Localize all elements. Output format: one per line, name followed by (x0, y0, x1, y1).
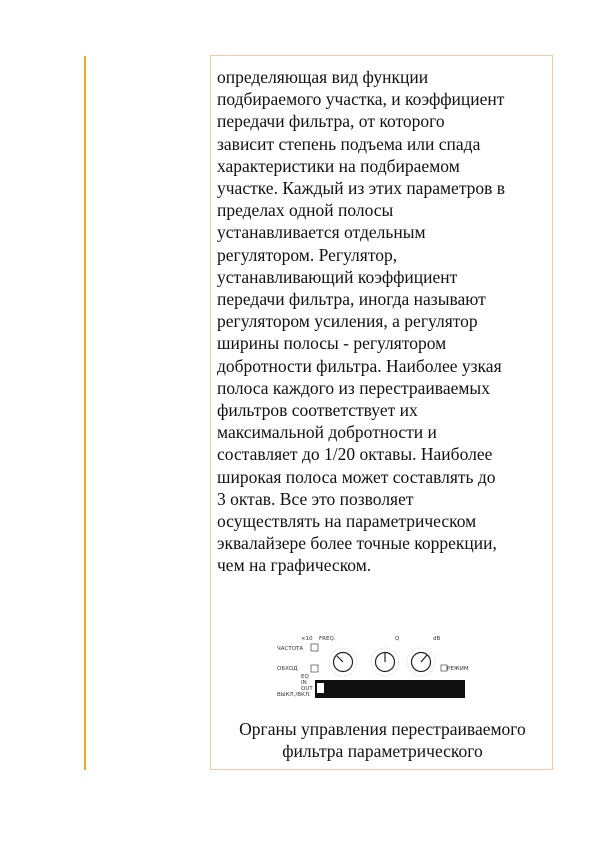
body-paragraph: определяющая вид функции подбираемого участка, и коэффициент передачи фильтра, от которого зависит степень подъема или спада характеристики на подбираемом участке. Каждый из этих параметров в пределах одной полосы устанавливается отдельным регулятором. Регулятор, устанавливающий коэффициент передачи фильтра, иногда называют регулятором усиления, а регулятор ширины полосы - регулятором добротности фильтра. Наиболее узкая полоса каждого из перестраиваемых фильтров соответствует их максимальной добротности и составляет до 1/20 октавы. Наиболее широкая полоса может составлять до 3 октав. Все это позволяет осуществлять на параметрическом эквалайзере более точные коррекции, чем на графическом. (217, 67, 506, 576)
left-margin-rule (84, 56, 86, 770)
frequency-knob[interactable] (329, 648, 357, 676)
label-rezhim: РЕЖИМ (447, 666, 469, 672)
label-db: dB (433, 636, 441, 642)
label-vykl-vkl: ВЫКЛ./ВКЛ. (277, 692, 311, 698)
bypass-switch[interactable] (311, 665, 318, 672)
label-eq: EQ (301, 674, 309, 680)
q-knob[interactable] (371, 648, 399, 676)
label-out: OUT (301, 686, 313, 692)
gain-knob[interactable] (407, 648, 435, 676)
on-off-button[interactable] (317, 683, 324, 693)
figure-caption: Органы управления перестраиваемого фильтра параметрического (239, 719, 526, 761)
on-off-bar (315, 680, 465, 698)
label-in: IN (301, 680, 307, 686)
freq-range-switch[interactable] (311, 644, 318, 651)
label-freq: FREQ. (319, 636, 336, 642)
label-x10: ×10 (301, 636, 313, 642)
label-obkhod: ОБХОД (277, 666, 298, 672)
equalizer-control-panel-figure (275, 634, 471, 700)
label-q: Q (395, 636, 400, 642)
label-chastota: ЧАСТОТА (277, 646, 304, 652)
content-card (210, 55, 553, 770)
